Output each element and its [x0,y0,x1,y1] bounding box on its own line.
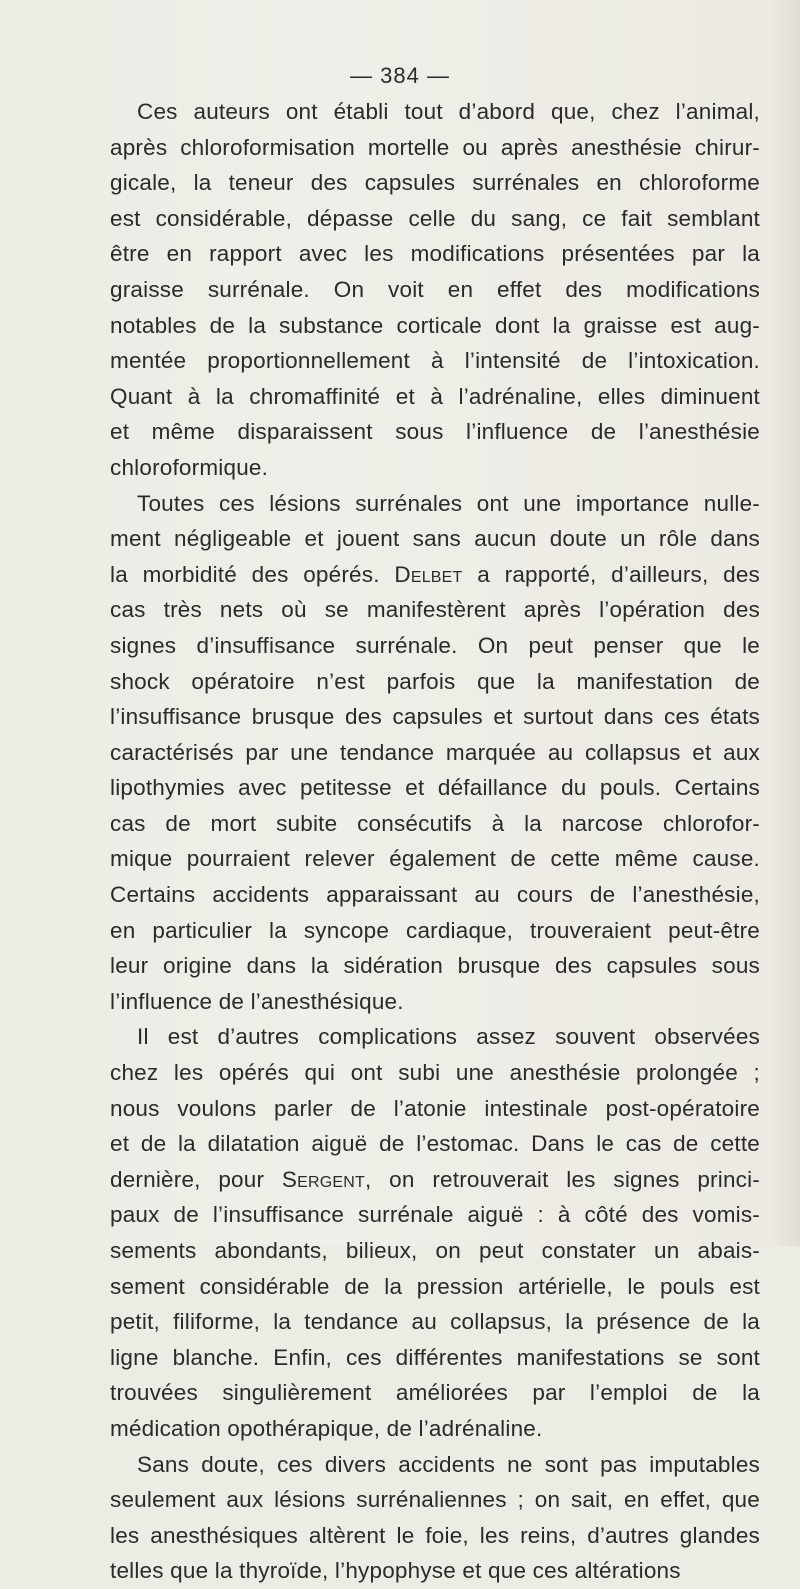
body-text [110,94,760,1589]
text-line: après chloroformisation mortelle ou après anesthésie chirur- [110,134,760,160]
text-line: mentée proportionnellement à l’intensité de l’intoxication. [110,348,760,374]
text-line: mique pourraient relever également de cette même cause. [110,846,760,872]
text-line: signes d’insuffisance surrénale. On peut penser que le [110,632,760,658]
text-line: sements abondants, bilieux, on peut constater un abais- [110,1238,760,1263]
text-line: Quant à la chromaffinité et à l’adrénaline, elles diminuent [110,383,760,409]
text-line: cas de mort subite consécutifs à la narcose chlorofor- [110,810,760,836]
text-line: seulement aux lésions surrénaliennes ; on sait, en effet, que [110,1487,760,1513]
text-line: et de la dilatation aiguë de l’estomac. Dans le cas de cette [110,1131,760,1157]
author-name: Delbet [394,561,463,587]
text-line: les anesthésiques altèrent le foie, les reins, d’autres glandes [110,1522,760,1548]
text-line: en particulier la syncope cardiaque, trouveraient peut-être [110,917,760,943]
text-line: cas très nets où se manifestèrent après l’opération des [110,597,760,623]
text-line: Il est d’autres complications assez souvent observées [137,1024,760,1050]
text-line: trouvées singulièrement améliorées par l’emploi de la [110,1380,760,1406]
text-line: notables de la substance corticale dont la graisse est aug- [110,312,760,338]
text-line: chez les opérés qui ont subi une anesthésie prolongée ; [110,1060,760,1086]
page-edge-shadow [770,0,800,1246]
text-line: Certains accidents apparaissant au cours de l’anesthésie, [110,882,760,908]
text-line: l’influence de l’anesthésique. [110,988,404,1014]
page-number: — 384 — [350,63,450,88]
text-line: l’insuffisance brusque des capsules et surtout dans ces états [110,704,760,730]
text-line: nous voulons parler de l’atonie intestinale post-opératoire [110,1095,760,1121]
text-line: et même disparaissent sous l’influence de l’anesthésie [110,419,760,445]
text-line: shock opératoire n’est parfois que la manifestation de [110,668,760,694]
text-line: paux de l’insuffisance surrénale aiguë : à côté des vomis- [110,1202,760,1228]
text-line: est considérable, dépasse celle du sang, ce fait semblant [110,205,760,231]
text-line: leur origine dans la sidération brusque des capsules sous [110,953,760,979]
text-line: graisse surrénale. On voit en effet des modifications [110,276,760,302]
text-line: sement considérable de la pression artérielle, le pouls est [110,1273,760,1299]
text-line: Ces auteurs ont établi tout d’abord que, chez l’animal, [137,99,760,124]
text-line: ligne blanche. Enfin, ces différentes manifestations se sont [110,1344,760,1370]
author-name: Sergent [281,1166,365,1192]
text-line: être en rapport avec les modifications présentées par la [110,241,760,267]
text-line: la morbidité des opérés. Delbet a rapporté, d’ailleurs, des [110,561,760,587]
text-line: ment négligeable et jouent sans aucun doute un rôle dans [110,526,760,552]
text-line: telles que la thyroïde, l’hypophyse et que ces altérations [110,1558,681,1584]
text-line: caractérisés par une tendance marquée au collapsus et aux [110,739,760,765]
text-line: gicale, la teneur des capsules surrénales en chloroforme [110,170,760,196]
text-line: dernière, pour Sergent, on retrouverait les signes princi- [110,1166,760,1192]
text-line: Sans doute, ces divers accidents ne sont pas imputables [137,1451,760,1477]
text-line: lipothymies avec petitesse et défaillance du pouls. Certains [110,775,760,801]
text-line: médication opothérapique, de l’adrénaline. [110,1415,543,1441]
text-line: chloroformique. [110,454,269,480]
text-line: petit, filiforme, la tendance au collapsus, la présence de la [110,1309,760,1335]
text-line: Toutes ces lésions surrénales ont une importance nulle- [137,490,760,516]
